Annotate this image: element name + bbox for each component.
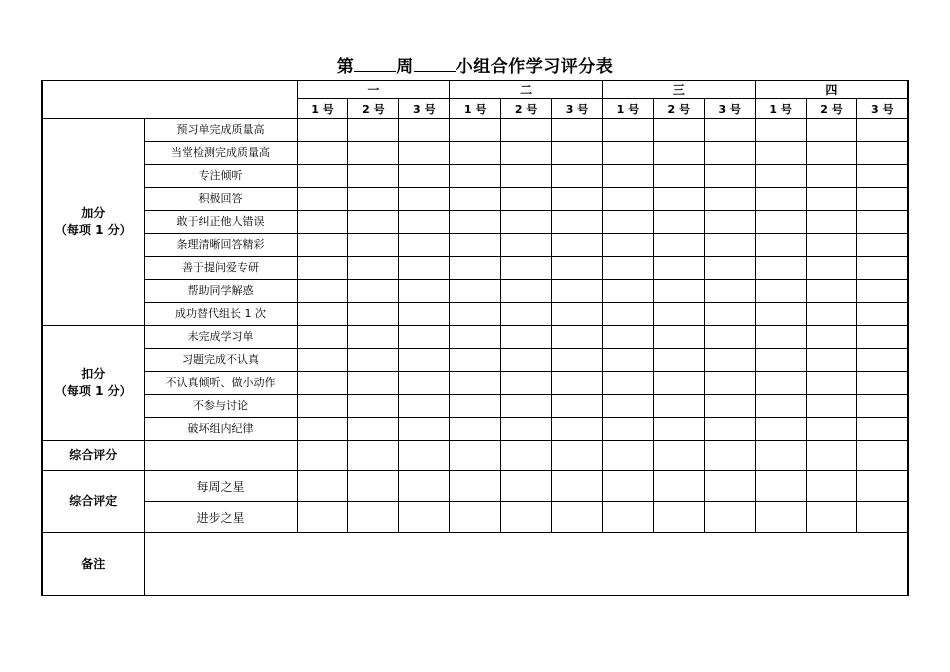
score-cell[interactable] [450,441,501,471]
score-cell[interactable] [806,234,857,257]
score-cell[interactable] [501,188,552,211]
score-cell[interactable] [348,280,399,303]
member-header: 3 号 [857,99,908,119]
score-cell[interactable] [755,326,806,349]
score-cell[interactable] [297,471,348,502]
score-cell[interactable] [806,142,857,165]
score-cell[interactable] [653,502,704,533]
score-cell[interactable] [399,441,450,471]
score-cell[interactable] [857,211,908,234]
score-cell[interactable] [704,165,755,188]
week-header-1: 一 [297,81,450,99]
score-cell[interactable] [552,349,603,372]
bonus-item-label: 条理清晰回答精彩 [144,234,297,257]
penalty-row [42,418,908,441]
score-cell[interactable] [297,188,348,211]
score-cell[interactable] [450,119,501,142]
score-cell[interactable] [704,418,755,441]
score-cell[interactable] [297,165,348,188]
score-cell[interactable] [450,234,501,257]
score-cell[interactable] [399,303,450,326]
remarks-row [42,533,908,596]
score-cell[interactable] [653,471,704,502]
score-cell[interactable] [501,395,552,418]
score-cell[interactable] [806,471,857,502]
score-cell[interactable] [450,188,501,211]
bonus-row [42,234,908,257]
score-cell[interactable] [704,395,755,418]
score-cell[interactable] [857,441,908,471]
score-cell[interactable] [806,165,857,188]
score-cell[interactable] [653,234,704,257]
bonus-row [42,119,908,142]
score-cell[interactable] [755,257,806,280]
member-header: 1 号 [755,99,806,119]
member-header: 2 号 [653,99,704,119]
score-cell[interactable] [501,142,552,165]
score-cell[interactable] [857,395,908,418]
penalty-row [42,349,908,372]
member-header: 2 号 [806,99,857,119]
bonus-row [42,303,908,326]
score-cell[interactable] [704,372,755,395]
bonus-item-label: 预习单完成质量高 [144,119,297,142]
score-cell[interactable] [602,471,653,502]
score-cell[interactable] [552,502,603,533]
score-cell[interactable] [755,188,806,211]
score-cell[interactable] [653,188,704,211]
score-cell[interactable] [552,395,603,418]
penalty-item-label: 不认真倾听、做小动作 [144,372,297,395]
score-cell[interactable] [857,471,908,502]
score-cell[interactable] [297,257,348,280]
score-cell[interactable] [602,502,653,533]
score-cell[interactable] [857,280,908,303]
score-cell[interactable] [450,395,501,418]
bonus-item-label: 帮助同学解惑 [144,280,297,303]
bonus-category-title: 加分 [81,206,106,220]
score-cell[interactable] [348,211,399,234]
score-cell[interactable] [450,471,501,502]
bonus-item-label: 敢于纠正他人错误 [144,211,297,234]
score-cell[interactable] [348,441,399,471]
score-cell[interactable] [602,418,653,441]
score-cell[interactable] [704,441,755,471]
score-cell[interactable] [602,257,653,280]
score-cell[interactable] [755,165,806,188]
title-mid: 周 [396,57,414,77]
score-cell[interactable] [450,257,501,280]
score-cell[interactable] [450,280,501,303]
score-cell[interactable] [348,372,399,395]
score-cell[interactable] [857,165,908,188]
score-cell[interactable] [399,395,450,418]
summary-score-label: 综合评分 [42,441,144,471]
score-cell[interactable] [602,349,653,372]
score-cell[interactable] [653,165,704,188]
score-cell[interactable] [806,303,857,326]
score-cell[interactable] [501,211,552,234]
bonus-row [42,165,908,188]
score-cell[interactable] [755,211,806,234]
score-cell[interactable] [450,142,501,165]
score-cell[interactable] [297,211,348,234]
score-cell[interactable] [552,326,603,349]
bonus-row [42,211,908,234]
bonus-row [42,142,908,165]
score-cell[interactable] [704,211,755,234]
score-cell[interactable] [348,257,399,280]
member-header: 2 号 [348,99,399,119]
score-cell[interactable] [704,142,755,165]
score-cell[interactable] [602,441,653,471]
member-header: 2 号 [501,99,552,119]
score-cell[interactable] [653,326,704,349]
evaluation-label: 综合评定 [42,471,144,533]
penalty-item-label: 不参与讨论 [144,395,297,418]
score-cell[interactable] [552,165,603,188]
score-cell[interactable] [399,418,450,441]
score-cell[interactable] [552,471,603,502]
score-cell[interactable] [348,165,399,188]
score-cell[interactable] [653,119,704,142]
score-cell[interactable] [602,372,653,395]
score-cell[interactable] [348,395,399,418]
bonus-row [42,188,908,211]
header-corner [42,81,297,119]
score-cell[interactable] [704,326,755,349]
score-cell[interactable] [501,165,552,188]
score-cell[interactable] [857,418,908,441]
score-cell[interactable] [348,119,399,142]
score-cell[interactable] [297,326,348,349]
score-cell[interactable] [755,418,806,441]
score-cell[interactable] [348,418,399,441]
score-cell[interactable] [704,471,755,502]
score-cell[interactable] [806,372,857,395]
penalty-item-label: 习题完成不认真 [144,349,297,372]
score-cell[interactable] [450,326,501,349]
week-header-2: 二 [450,81,603,99]
score-cell[interactable] [755,119,806,142]
bonus-item-label: 当堂检测完成质量高 [144,142,297,165]
score-cell[interactable] [399,188,450,211]
member-header: 1 号 [297,99,348,119]
bonus-item-label: 积极回答 [144,188,297,211]
bonus-row [42,257,908,280]
score-cell[interactable] [501,418,552,441]
score-cell[interactable] [552,418,603,441]
score-cell[interactable] [704,502,755,533]
score-cell[interactable] [653,211,704,234]
score-cell[interactable] [653,395,704,418]
score-cell[interactable] [399,372,450,395]
title-prefix: 第 [336,57,355,77]
score-cell[interactable] [552,441,603,471]
score-cell[interactable] [602,165,653,188]
bonus-item-label: 成功替代组长 1 次 [144,303,297,326]
penalty-row [42,395,908,418]
member-header: 1 号 [450,99,501,119]
score-cell[interactable] [857,502,908,533]
score-cell[interactable] [450,211,501,234]
score-cell[interactable] [806,441,857,471]
score-cell[interactable] [806,188,857,211]
score-cell[interactable] [501,441,552,471]
score-cell[interactable] [806,326,857,349]
score-cell[interactable] [348,502,399,533]
score-cell[interactable] [755,349,806,372]
score-cell[interactable] [806,418,857,441]
score-cell[interactable] [857,303,908,326]
remarks-field[interactable] [144,533,908,596]
week-blank-2[interactable] [414,57,456,72]
remarks-label: 备注 [42,533,144,596]
score-cell[interactable] [755,234,806,257]
score-cell[interactable] [552,211,603,234]
score-cell[interactable] [755,441,806,471]
score-cell[interactable] [806,395,857,418]
score-cell[interactable] [399,280,450,303]
score-cell[interactable] [501,119,552,142]
score-cell[interactable] [755,280,806,303]
score-cell[interactable] [806,119,857,142]
score-cell[interactable] [653,418,704,441]
score-cell[interactable] [501,471,552,502]
score-cell[interactable] [450,303,501,326]
score-cell[interactable] [297,502,348,533]
score-cell[interactable] [755,502,806,533]
bonus-item-label: 善于提问爱专研 [144,257,297,280]
score-cell[interactable] [857,188,908,211]
score-cell[interactable] [399,165,450,188]
score-cell[interactable] [755,142,806,165]
score-cell[interactable] [552,257,603,280]
score-cell[interactable] [857,142,908,165]
score-cell[interactable] [348,349,399,372]
score-cell[interactable] [552,119,603,142]
score-cell[interactable] [602,395,653,418]
score-cell[interactable] [602,119,653,142]
score-cell[interactable] [653,257,704,280]
score-cell[interactable] [399,234,450,257]
score-cell[interactable] [399,349,450,372]
week-header-4: 四 [755,81,908,99]
score-cell[interactable] [297,303,348,326]
score-cell[interactable] [552,303,603,326]
score-cell[interactable] [348,326,399,349]
score-cell[interactable] [602,326,653,349]
score-cell[interactable] [501,349,552,372]
week-blank-1[interactable] [354,57,396,72]
score-cell[interactable] [450,165,501,188]
score-cell[interactable] [348,188,399,211]
score-cell[interactable] [602,142,653,165]
score-cell[interactable] [857,257,908,280]
score-cell[interactable] [399,471,450,502]
score-cell[interactable] [297,280,348,303]
score-cell[interactable] [704,188,755,211]
score-cell[interactable] [297,119,348,142]
score-cell[interactable] [704,280,755,303]
evaluation-item-label: 进步之星 [144,502,297,533]
penalty-item-label: 未完成学习单 [144,326,297,349]
score-cell[interactable] [399,119,450,142]
bonus-category-note: （每项 1 分） [54,223,132,237]
score-cell[interactable] [450,502,501,533]
score-cell[interactable] [552,372,603,395]
score-cell[interactable] [399,211,450,234]
score-cell[interactable] [399,142,450,165]
score-cell[interactable] [857,326,908,349]
score-cell[interactable] [857,119,908,142]
evaluation-item-label: 每周之星 [144,471,297,502]
score-cell[interactable] [653,349,704,372]
score-cell[interactable] [552,142,603,165]
score-cell[interactable] [755,471,806,502]
summary-blank-cell [144,441,297,471]
score-cell[interactable] [755,395,806,418]
score-cell[interactable] [653,142,704,165]
penalty-category-note: （每项 1 分） [54,384,132,398]
score-cell[interactable] [806,349,857,372]
scoring-table [41,80,909,596]
score-cell[interactable] [501,326,552,349]
penalty-category-title: 扣分 [81,367,106,381]
score-cell[interactable] [806,257,857,280]
score-cell[interactable] [450,372,501,395]
penalty-item-label: 破坏组内纪律 [144,418,297,441]
score-cell[interactable] [653,441,704,471]
penalty-category-label [42,326,144,441]
score-cell[interactable] [450,418,501,441]
score-cell[interactable] [501,502,552,533]
score-cell[interactable] [602,303,653,326]
score-cell[interactable] [348,142,399,165]
bonus-item-label: 专注倾听 [144,165,297,188]
score-cell[interactable] [348,234,399,257]
score-cell[interactable] [297,372,348,395]
score-cell[interactable] [857,234,908,257]
bonus-category-label [42,119,144,326]
member-header: 3 号 [704,99,755,119]
score-cell[interactable] [653,303,704,326]
score-cell[interactable] [297,441,348,471]
page-title [0,52,950,77]
score-cell[interactable] [653,280,704,303]
score-cell[interactable] [704,257,755,280]
score-cell[interactable] [399,502,450,533]
evaluation-row [42,471,908,502]
member-header: 1 号 [602,99,653,119]
score-cell[interactable] [501,280,552,303]
score-cell[interactable] [602,211,653,234]
score-cell[interactable] [501,257,552,280]
score-cell[interactable] [602,280,653,303]
score-cell[interactable] [602,234,653,257]
score-cell[interactable] [704,349,755,372]
header-week-row [42,81,908,99]
score-cell[interactable] [806,280,857,303]
score-cell[interactable] [755,372,806,395]
score-cell[interactable] [501,234,552,257]
score-cell[interactable] [552,234,603,257]
score-cell[interactable] [857,349,908,372]
member-header: 3 号 [552,99,603,119]
score-cell[interactable] [755,303,806,326]
summary-row [42,441,908,471]
score-cell[interactable] [704,119,755,142]
score-cell[interactable] [297,395,348,418]
score-cell[interactable] [450,349,501,372]
score-cell[interactable] [297,234,348,257]
score-cell[interactable] [653,372,704,395]
penalty-row [42,372,908,395]
score-cell[interactable] [552,188,603,211]
score-cell[interactable] [501,372,552,395]
score-cell[interactable] [348,303,399,326]
title-suffix: 小组合作学习评分表 [455,57,614,77]
score-cell[interactable] [348,471,399,502]
score-cell[interactable] [297,142,348,165]
score-cell[interactable] [704,234,755,257]
week-header-3: 三 [602,81,755,99]
evaluation-row [42,502,908,533]
score-cell[interactable] [297,418,348,441]
bonus-row [42,280,908,303]
score-cell[interactable] [704,303,755,326]
score-cell[interactable] [399,326,450,349]
score-cell[interactable] [602,188,653,211]
penalty-row [42,326,908,349]
score-cell[interactable] [806,502,857,533]
score-cell[interactable] [399,257,450,280]
score-cell[interactable] [806,211,857,234]
score-cell[interactable] [297,349,348,372]
score-cell[interactable] [857,372,908,395]
member-header: 3 号 [399,99,450,119]
score-cell[interactable] [552,280,603,303]
score-cell[interactable] [501,303,552,326]
